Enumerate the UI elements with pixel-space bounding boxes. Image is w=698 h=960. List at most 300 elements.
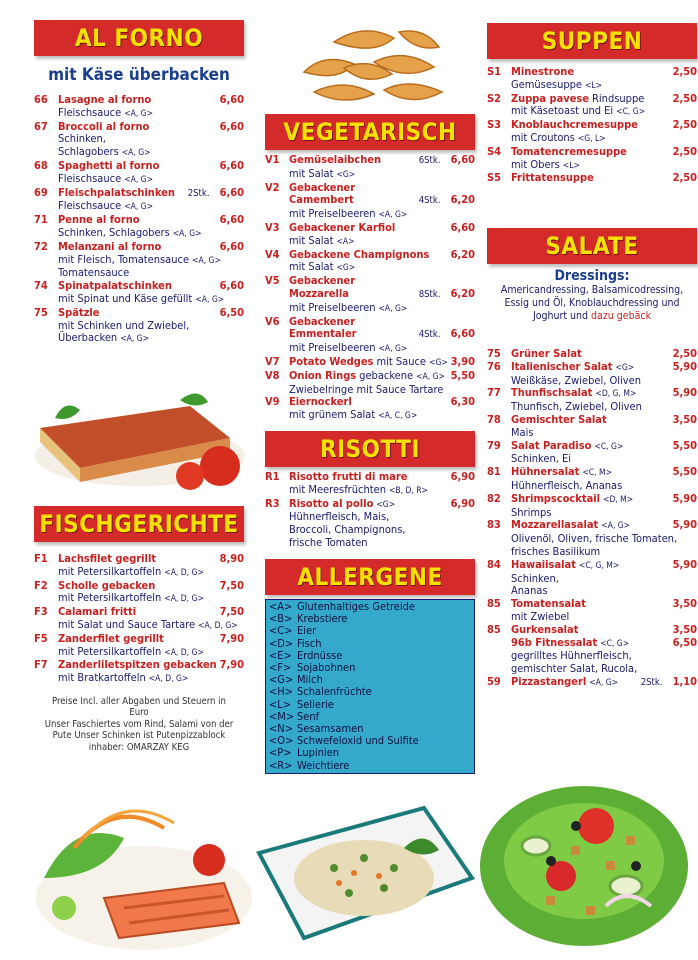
item-price: 6,60 <box>219 279 244 293</box>
description-text: gemischter Salat, Rucola, <box>511 662 638 676</box>
description-text: mit Salat und Sauce Tartare <box>58 617 196 631</box>
item-price: 3,90 <box>450 354 475 368</box>
description-text: frische Tomaten <box>289 535 368 549</box>
vegetarisch-banner: VEGETARISCH <box>265 114 475 150</box>
item-name: Onion Rings <box>289 368 357 382</box>
allergen-code: <G> <box>269 673 294 687</box>
item-number: 72 <box>34 239 48 253</box>
menu-item <box>487 387 697 401</box>
menu-item <box>487 493 697 507</box>
suppen-banner: SUPPEN <box>487 23 697 59</box>
description-text: mit grünem Salat <box>289 408 376 422</box>
description-text: mit Petersilkartoffeln <box>58 564 162 578</box>
item-price: 6,60 <box>450 153 475 166</box>
item-number: 85 <box>487 597 501 611</box>
item-name: Risotto al pollo <box>289 496 374 510</box>
item-price: 6,90 <box>450 496 475 510</box>
item-price: 6,50 <box>672 635 697 649</box>
description-allergens: <A, G> <box>120 334 150 345</box>
item-description <box>487 546 697 559</box>
item-name: Grüner Salat <box>511 347 582 360</box>
allergen-code: <R> <box>269 758 293 772</box>
item-description <box>487 79 697 93</box>
item-number: R1 <box>265 470 280 483</box>
menu-item <box>265 154 475 168</box>
item-description <box>265 168 475 182</box>
item-number: R3 <box>265 496 280 510</box>
item-name: Minestrone <box>511 65 575 78</box>
item-description <box>265 302 475 316</box>
item-quantity: 8Stk. <box>418 288 441 300</box>
item-price: 6,60 <box>219 93 244 106</box>
description-text: mit Salat <box>289 233 334 247</box>
description-text: mit Zwiebel <box>511 609 570 623</box>
description-text: Fleischsauce <box>58 171 122 185</box>
allergen-code: <O> <box>269 734 294 748</box>
item-allergens: <D, M> <box>603 494 634 505</box>
item-number: V2 <box>265 180 280 194</box>
item-price: 3,50 <box>672 597 697 611</box>
salate-column <box>487 228 697 690</box>
dressings-line-3 <box>487 310 697 323</box>
item-price: 5,90 <box>672 518 697 532</box>
item-price: 2,50 <box>672 65 697 78</box>
item-price: 5,90 <box>672 359 697 373</box>
description-text: Broccoli, Champignons, <box>289 523 406 537</box>
description-text: mit Fleisch, Tomatensauce <box>58 252 190 266</box>
item-number: V4 <box>265 247 280 261</box>
allergen-code: <B> <box>269 612 293 626</box>
vegetarisch-list <box>265 154 475 423</box>
item-description <box>34 566 244 580</box>
item-description <box>34 332 244 346</box>
dressings-line-2: Essig und Öl, Knoblauchdressing und <box>504 297 680 309</box>
description-allergens: <A> <box>336 236 355 247</box>
item-name: Gebackener <box>289 314 356 328</box>
item-name: Lasagne al forno <box>58 93 152 106</box>
item-price: 2,50 <box>672 171 697 185</box>
item-price: 6,60 <box>219 239 244 253</box>
item-number: 85 <box>487 622 501 636</box>
item-name: Thunfischsalat <box>511 386 593 400</box>
description-allergens: <A, C, G> <box>378 411 418 422</box>
item-name: Lachsfilet gegrillt <box>58 552 157 565</box>
potato-wedges-photo <box>284 12 454 112</box>
description-text: Überbacken <box>58 331 118 345</box>
item-number: F1 <box>34 552 48 565</box>
description-allergens: <A, G> <box>124 174 154 185</box>
item-price: 6,60 <box>450 327 475 341</box>
allergen-label: Krebstiere <box>297 612 348 626</box>
allergen-label: Senf <box>297 709 320 723</box>
item-price: 6,20 <box>450 286 475 300</box>
item-name: Spinatpalatschinken <box>58 279 172 293</box>
item-name: Gurkensalat <box>511 622 579 636</box>
item-name: Melanzani al forno <box>58 239 162 253</box>
description-text: Weißkäse, Zwiebel, Oliven <box>511 373 641 387</box>
item-price: 6,60 <box>450 220 475 234</box>
item-number: 67 <box>34 119 48 133</box>
item-name: Penne al forno <box>58 213 140 227</box>
item-name: Potato Wedges <box>289 354 374 368</box>
dressings-title: Dressings: <box>554 268 630 284</box>
description-text: mit Salat <box>289 260 334 274</box>
item-number: 75 <box>34 305 48 319</box>
item-number: V3 <box>265 220 280 234</box>
description-allergens: <A, G> <box>124 108 154 119</box>
description-text: Schinken, Ei <box>511 452 572 466</box>
item-number: S1 <box>487 65 502 78</box>
item-allergens: <D, G, M> <box>595 389 637 400</box>
item-price: 5,50 <box>672 438 697 452</box>
item-price: 6,90 <box>450 470 475 483</box>
item-price: 5,50 <box>672 465 697 479</box>
allergen-label: Weichtiere <box>297 758 350 772</box>
menu-item <box>487 637 697 651</box>
item-name: Gebackener <box>289 274 356 288</box>
item-description <box>487 105 697 119</box>
item-price: 5,90 <box>672 557 697 571</box>
description-allergens: <A, D, G> <box>164 647 204 658</box>
item-number: S3 <box>487 118 502 132</box>
item-price: 6,60 <box>219 119 244 133</box>
item-price: 5,90 <box>672 491 697 505</box>
item-name: Frittatensuppe <box>511 171 594 185</box>
item-description <box>34 293 244 307</box>
al-forno-subtitle: mit Käse überbacken <box>48 65 230 85</box>
description-text: mit Preiselbeeren <box>289 341 376 355</box>
item-number: 71 <box>34 213 48 227</box>
item-name: Gebackener Karfiol <box>289 220 396 234</box>
allergene-banner: ALLERGENE <box>265 559 475 595</box>
item-description <box>265 409 475 423</box>
menu-item <box>265 288 475 302</box>
description-allergens: <L> <box>585 80 603 91</box>
item-price: 6,20 <box>450 193 475 207</box>
item-description <box>34 672 244 686</box>
item-price: 6,30 <box>450 395 475 409</box>
description-allergens: <A, G> <box>124 202 154 213</box>
item-allergens: <C, G, M> <box>578 560 620 571</box>
item-name: Tomatencremesuppe <box>511 144 627 158</box>
description-text: mit Obers <box>511 157 560 171</box>
item-number: 81 <box>487 465 501 479</box>
description-allergens: <A, D, G> <box>164 594 204 605</box>
allergene-box <box>265 599 475 774</box>
description-allergens: <A, G> <box>378 344 408 355</box>
item-quantity: 4Stk. <box>418 329 441 341</box>
allergen-code: <N> <box>269 722 293 736</box>
item-number: V6 <box>265 314 280 328</box>
allergen-label: Erdnüsse <box>297 648 343 662</box>
risotto-photo <box>254 798 476 948</box>
item-description <box>34 592 244 606</box>
item-name: Gebackener <box>289 180 356 194</box>
item-quantity: 6Stk. <box>418 155 441 166</box>
item-description <box>487 427 697 440</box>
description-text: mit Croutons <box>511 130 575 144</box>
item-number: S5 <box>487 171 502 185</box>
allergen-label: Lupinien <box>297 746 340 760</box>
allergen-label: Glutenhaltiges Getreide <box>297 600 416 613</box>
description-text: Schinken, <box>511 571 559 585</box>
allergen-code: <F> <box>269 661 292 675</box>
item-name: Calamari fritti <box>58 605 137 619</box>
item-number: S4 <box>487 144 502 158</box>
item-price: 6,50 <box>219 305 244 319</box>
item-description <box>265 208 475 222</box>
description-text: Fleischsauce <box>58 105 122 119</box>
item-number: V7 <box>265 354 280 368</box>
allergen-label: Eier <box>297 624 317 638</box>
item-name: Risotto frutti di mare <box>289 470 408 483</box>
item-description <box>487 480 697 493</box>
description-allergens: <A, D, G> <box>164 567 204 578</box>
item-number: S2 <box>487 91 502 105</box>
item-allergens: <G> <box>429 357 448 368</box>
allergen-label: Schalenfrüchte <box>297 685 372 699</box>
item-number: F3 <box>34 605 48 619</box>
item-number: 68 <box>34 158 48 172</box>
item-number: 78 <box>487 412 501 426</box>
description-allergens: <A, G> <box>378 303 408 314</box>
description-text: gegrilltes Hühnerfleisch, <box>511 649 632 663</box>
item-number: 75 <box>487 347 501 360</box>
item-description <box>34 200 244 214</box>
description-text: mit Bratkartoffeln <box>58 671 146 685</box>
item-description <box>34 619 244 633</box>
item-price: 6,60 <box>219 213 244 227</box>
item-name: Gebackene Champignons <box>289 247 430 261</box>
menu-item <box>487 440 697 454</box>
note-line: Pute Unser Schinken ist Putenpizzablock <box>52 730 226 742</box>
description-allergens: <L> <box>562 160 580 171</box>
item-name: Tomatensalat <box>511 597 586 611</box>
description-allergens: <B, D, R> <box>388 485 428 496</box>
description-allergens: <A, G> <box>195 294 225 305</box>
description-text: Schinken, <box>58 132 106 146</box>
allergen-label: Fisch <box>297 636 322 650</box>
item-description <box>265 484 475 498</box>
item-name: Hühnersalat <box>511 465 580 479</box>
menu-item <box>34 187 244 201</box>
item-name: Salat Paradiso <box>511 438 592 452</box>
item-allergens: <A, G> <box>601 521 631 532</box>
salmon-salad-photo <box>34 788 259 953</box>
allergen-code: <P> <box>269 746 292 760</box>
fisch-list <box>34 553 244 686</box>
menu-item <box>487 466 697 480</box>
item-name: Fleischpalatschinken <box>58 185 175 199</box>
right-column <box>487 0 697 185</box>
item-number: 76 <box>487 359 501 373</box>
item-number: V1 <box>265 153 280 166</box>
item-description <box>265 537 475 550</box>
description-allergens: <G> <box>336 169 356 180</box>
description-text: mit Meeresfrüchten <box>289 482 386 496</box>
mixed-salad-photo <box>476 766 691 951</box>
item-name: Spaghetti al forno <box>58 158 160 172</box>
item-name: Pizzastangerl <box>511 674 587 688</box>
description-text: Schinken, Schlagobers <box>58 225 170 239</box>
menu-item <box>265 328 475 342</box>
menu-item <box>265 356 475 370</box>
item-name: Eiernockerl <box>289 395 352 409</box>
item-number: 83 <box>487 518 501 532</box>
description-text: Fleischsauce <box>58 199 122 213</box>
description-text: Schlagobers <box>58 145 119 159</box>
description-text: mit Petersilkartoffeln <box>58 644 162 658</box>
fisch-column <box>34 506 244 753</box>
item-number: F7 <box>34 658 48 672</box>
item-allergens: <C, G> <box>600 638 630 649</box>
description-text: Zwiebelringe mit Sauce Tartare <box>289 382 444 396</box>
item-name: Emmentaler <box>289 327 357 341</box>
allergen-code: <A> <box>269 600 293 613</box>
note-line: inhaber: OMARZAY KEG <box>88 741 190 753</box>
note-line: Preise Incl. aller Abgaben und Steuern in <box>52 695 226 707</box>
risotti-column <box>265 431 475 550</box>
item-number: 77 <box>487 386 501 400</box>
item-quantity: 2Stk. <box>187 187 210 199</box>
item-price: 8,90 <box>219 552 244 565</box>
item-price: 7,90 <box>219 631 244 645</box>
item-name: Italienischer Salat <box>511 359 613 373</box>
item-description <box>487 663 697 676</box>
allergen-label: Sellerie <box>297 697 334 711</box>
item-description <box>34 254 244 268</box>
item-allergens: <A, G> <box>589 677 619 688</box>
description-text: mit Preiselbeeren <box>289 300 376 314</box>
dressings-text <box>487 284 697 323</box>
item-description <box>487 611 697 624</box>
al-forno-banner: AL FORNO <box>34 20 244 56</box>
item-name: Broccoli al forno <box>58 119 150 133</box>
note-line: Euro <box>129 707 149 719</box>
item-name: Camembert <box>289 193 354 207</box>
item-price: 7,50 <box>219 605 244 619</box>
menu-item <box>265 370 475 384</box>
description-text: mit Spinat und Käse gefüllt <box>58 291 193 305</box>
item-name: Zuppa pavese <box>511 91 590 105</box>
item-number: 66 <box>34 93 48 106</box>
item-name: Gemüselaibchen <box>289 153 382 166</box>
item-price: 2,50 <box>672 91 697 105</box>
allergen-code: <H> <box>269 685 294 699</box>
allergen-code: <L> <box>269 697 292 711</box>
suppen-list <box>487 66 697 185</box>
item-name: Mozzarellasalat <box>511 518 599 532</box>
item-description <box>487 159 697 173</box>
description-allergens: <A, G> <box>192 255 221 266</box>
description-text: mit Käsetoast und Ei <box>511 104 614 118</box>
allergen-code: <C> <box>269 624 293 638</box>
menu-item <box>487 624 697 637</box>
item-allergens: <G> <box>615 362 635 373</box>
description-text: Tomatensauce <box>58 266 130 280</box>
item-description <box>34 146 244 160</box>
description-text: Mais <box>511 425 534 439</box>
item-price: 5,50 <box>450 368 475 382</box>
price-note <box>28 696 250 754</box>
menu-item <box>265 498 475 512</box>
item-description <box>34 646 244 660</box>
item-allergens: <G> <box>376 499 396 510</box>
item-number: 79 <box>487 438 501 452</box>
menu-item <box>487 519 697 533</box>
item-number: V8 <box>265 368 280 382</box>
item-price: 6,60 <box>219 185 244 199</box>
item-allergens: <C, M> <box>582 468 613 479</box>
item-name: Scholle gebacken <box>58 578 156 592</box>
item-description <box>34 227 244 241</box>
left-column <box>34 0 244 346</box>
item-name: Spätzle <box>58 305 100 319</box>
item-price: 2,50 <box>672 144 697 158</box>
item-price: 2,50 <box>672 118 697 132</box>
allergen-code: <D> <box>269 636 294 650</box>
allergen-label: Milch <box>297 673 323 687</box>
description-allergens: <A, G> <box>172 228 202 239</box>
description-text: Hühnerfleisch, Ananas <box>511 478 623 492</box>
description-allergens: <A, G> <box>378 210 408 221</box>
item-description <box>487 132 697 146</box>
item-name: 96b Fitnessalat <box>511 635 598 649</box>
menu-item <box>487 559 697 573</box>
item-name: Knoblauchcremesuppe <box>511 118 638 132</box>
al-forno-list <box>34 94 244 346</box>
item-number: 84 <box>487 557 501 571</box>
allergen-label: Schwefeloxid und Sulfite <box>297 734 419 748</box>
item-inline-desc: Rindsuppe <box>592 91 645 105</box>
item-price: 5,90 <box>672 386 697 400</box>
description-text: mit Salat <box>289 166 334 180</box>
description-text: Ananas <box>511 584 548 598</box>
item-number: 74 <box>34 279 48 293</box>
allergen-label: Sesamsamen <box>297 722 364 736</box>
item-inline-desc: gebackene <box>359 368 414 382</box>
description-allergens: <A, D, G> <box>198 620 238 631</box>
item-description <box>34 173 244 187</box>
note-line: Unser Faschiertes vom Rind, Salami von der <box>44 718 234 730</box>
description-allergens: <C, G> <box>616 107 646 118</box>
menu-item <box>487 172 697 185</box>
description-text: mit Schinken und Zwiebel, <box>58 318 190 332</box>
description-text: Hühnerfleisch, Mais, <box>289 510 390 524</box>
description-allergens: <A, D, G> <box>148 674 189 685</box>
risotti-list <box>265 471 475 550</box>
fisch-banner: FISCHGERICHTE <box>34 506 244 542</box>
item-description <box>265 342 475 356</box>
item-price: 7,50 <box>219 578 244 592</box>
menu-item <box>487 361 697 375</box>
item-allergens: <C, G> <box>594 441 624 452</box>
description-allergens: <G, L> <box>577 133 606 144</box>
item-number: V9 <box>265 395 280 409</box>
allergen-code: <E> <box>269 648 292 662</box>
allergen-code: <M> <box>269 709 295 723</box>
dressings-last: Joghurt und <box>532 310 589 322</box>
description-text: mit Petersilkartoffeln <box>58 591 162 605</box>
menu-item <box>487 348 697 361</box>
item-number: 82 <box>487 491 501 505</box>
item-name: Zanderliletspitzen gebacken <box>58 658 217 672</box>
item-number: V5 <box>265 274 280 288</box>
item-price: 1,10 <box>672 674 697 688</box>
dressings-bread: dazu gebäck <box>591 310 652 322</box>
allergen-row <box>269 760 471 772</box>
item-name: Gemischter Salat <box>511 412 607 426</box>
